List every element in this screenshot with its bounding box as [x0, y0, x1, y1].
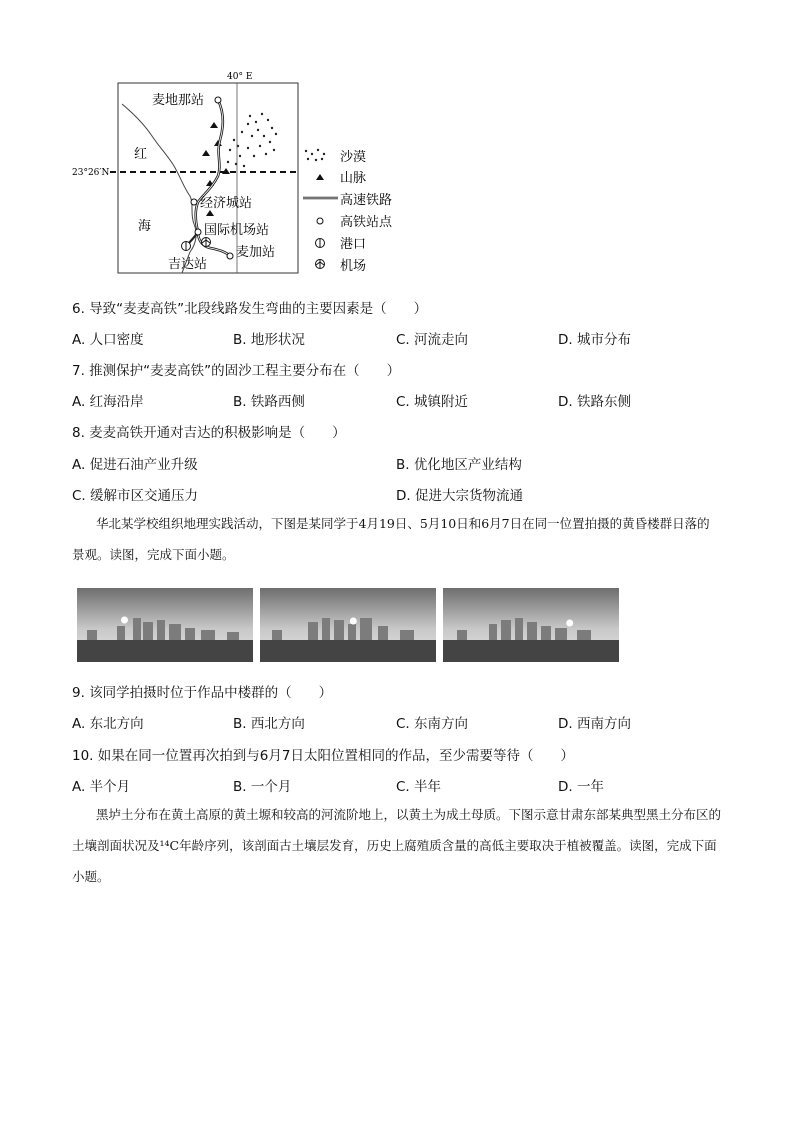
q7-option-d: D. 铁路东侧: [558, 394, 631, 410]
photo-2-sun: [350, 618, 357, 625]
q9-option-d: D. 西南方向: [558, 716, 631, 732]
label-medina: 麦地那站: [152, 93, 205, 108]
legend-station: 高铁站点: [340, 215, 393, 230]
label-airport: 国际机场站: [204, 223, 270, 238]
q8-option-a: A. 促进石油产业升级: [72, 457, 198, 473]
q10-option-c: C. 半年: [396, 779, 442, 795]
q9-option-b: B. 西北方向: [233, 716, 305, 732]
lon-label: 40° E: [227, 72, 253, 82]
legend-airport: 机场: [340, 259, 367, 274]
legend-desert-icon: [305, 149, 325, 161]
legend-port: 港口: [340, 237, 367, 252]
sea-label-sea: 海: [138, 219, 152, 234]
station-mecca: [227, 253, 233, 259]
railway-map: [72, 66, 420, 282]
q9-option-a: A. 东北方向: [72, 716, 144, 732]
legend-mountain-icon: [316, 174, 324, 180]
q6-option-b: B. 地形状况: [233, 332, 305, 348]
question-7-stem: 7. 推测保护“麦麦高铁”的固沙工程主要分布在（ ）: [72, 363, 401, 379]
legend-station-icon: [317, 218, 323, 224]
label-jeddah: 吉达站: [168, 257, 208, 272]
airport-icon: [202, 238, 211, 247]
photo-1-sun: [121, 617, 128, 624]
sunset-photo-1: [77, 588, 253, 662]
legend-airport-icon: [316, 260, 325, 269]
q10-option-d: D. 一年: [558, 779, 604, 795]
port-icon: [182, 242, 191, 251]
q6-option-d: D. 城市分布: [558, 332, 631, 348]
q9-option-c: C. 东南方向: [396, 716, 469, 732]
q6-option-c: C. 河流走向: [396, 332, 469, 348]
passage-black-soil: 黑垆土分布在黄土高原的黄土塬和较高的河流阶地上，以黄土为成土母质。下图示意甘肃东部某典型黑土分布区的土壤剖面状况及¹⁴C年龄序列，该剖面古土壤层发育，历史上腐殖质含量的高低主要取决于植被覆盖。读图，完成下面小题。: [72, 807, 722, 884]
label-mecca: 麦加站: [236, 245, 276, 260]
station-economic-city: [191, 199, 197, 205]
photo-2-image: [260, 588, 436, 662]
q6-option-a: A. 人口密度: [72, 332, 144, 348]
sunset-photo-2: [260, 588, 436, 662]
legend-mountain: 山脉: [340, 171, 367, 186]
question-8-stem: 8. 麦麦高铁开通对吉达的积极影响是（ ）: [72, 425, 346, 441]
legend-port-icon: [316, 239, 325, 248]
q10-option-a: A. 半个月: [72, 779, 131, 795]
label-economic-city: 经济城站: [200, 196, 253, 211]
sunset-photo-3: [443, 588, 619, 662]
passage-sunset: 华北某学校组织地理实践活动，下图是某同学于4月19日、5月10日和6月7日在同一位置拍摄的黄昏楼群日落的景观。读图，完成下面小题。: [72, 516, 710, 562]
question-10-stem: 10. 如果在同一位置再次拍到与6月7日太阳位置相同的作品，至少需要等待（ ）: [72, 748, 574, 764]
photo-3-sun: [566, 620, 573, 627]
q8-option-b: B. 优化地区产业结构: [396, 457, 522, 473]
legend-railway: 高速铁路: [340, 193, 393, 208]
photo-1-image: [77, 588, 253, 662]
question-6-stem: 6. 导致“麦麦高铁”北段线路发生弯曲的主要因素是（ ）: [72, 301, 428, 317]
desert-dots: [227, 113, 277, 167]
sea-label-red: 红: [134, 147, 148, 162]
q7-option-a: A. 红海沿岸: [72, 394, 144, 410]
station-medina: [215, 97, 221, 103]
station-airport: [195, 229, 201, 235]
legend-desert: 沙漠: [340, 150, 367, 165]
q8-option-c: C. 缓解市区交通压力: [72, 488, 199, 504]
photo-3-image: [443, 588, 619, 662]
question-9-stem: 9. 该同学拍摄时位于作品中楼群的（ ）: [72, 685, 333, 701]
lat-label: 23°26′N: [72, 168, 110, 178]
q10-option-b: B. 一个月: [233, 779, 292, 795]
map-legend: [303, 149, 393, 274]
q7-option-c: C. 城镇附近: [396, 394, 469, 410]
q7-option-b: B. 铁路西侧: [233, 394, 305, 410]
q8-option-d: D. 促进大宗货物流通: [396, 488, 523, 504]
